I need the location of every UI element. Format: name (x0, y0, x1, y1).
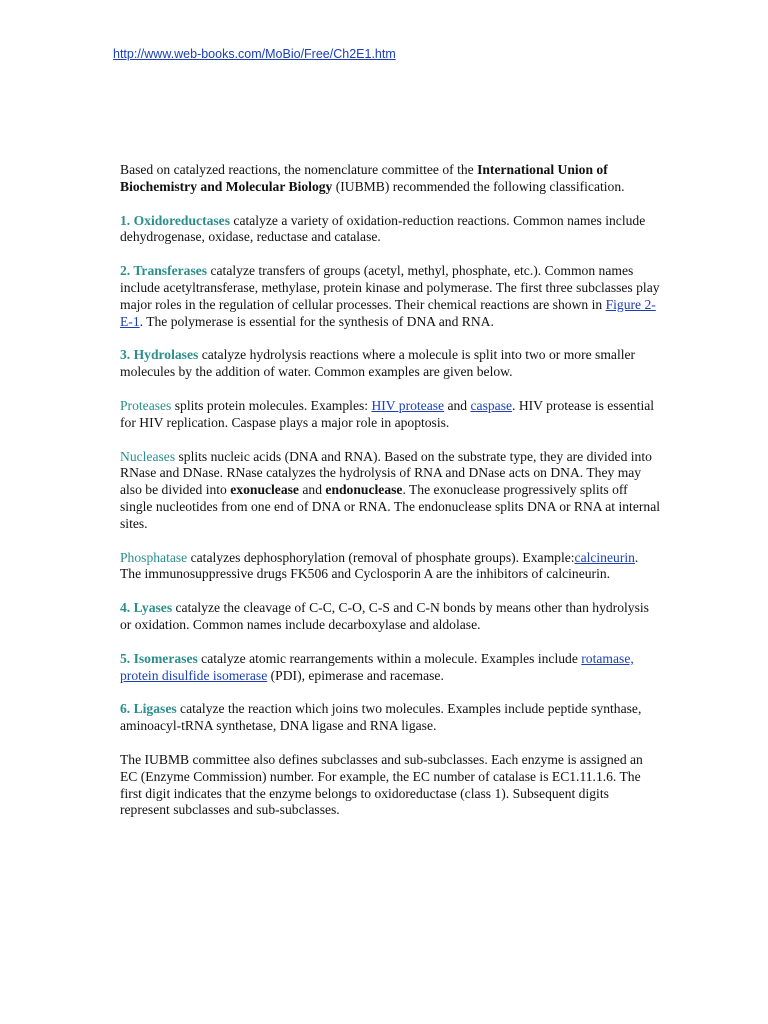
hydrolases-text: catalyze hydrolysis reactions where a molecule is split into two or more smaller molecules by the addition of water. Common examples are given below. (120, 347, 636, 380)
source-url-link[interactable]: http://www.web-books.com/MoBio/Free/Ch2E1.htm (113, 47, 396, 61)
phosphatase-text-1: catalyzes dephosphorylation (removal of phosphate groups). Example: (187, 549, 575, 565)
hiv-protease-link[interactable]: HIV protease (371, 397, 445, 413)
oxidoreductases-text: catalyze a variety of oxidation-reduction reactions. Common names include dehydrogenase, oxidase, reductase and catalase. (120, 212, 646, 245)
phosphatase-text-2: . The immunosuppressive drugs FK506 and Cyclosporin A are the inhibitors of calcineurin. (120, 549, 639, 582)
hydrolases-term: 3. Hydrolases (120, 347, 199, 363)
ligases-paragraph (120, 701, 660, 735)
endonuclease-term: endonuclease (325, 482, 403, 498)
proteases-text-1: splits protein molecules. Examples: (171, 397, 372, 413)
proteases-paragraph (120, 398, 660, 432)
proteases-text-3: . HIV protease is essential for HIV replication. Caspase plays a major role in apoptosis. (120, 397, 655, 430)
transferases-text-1: catalyze transfers of groups (acetyl, methyl, phosphate, etc.). Common names include acetyltransferase, methylase, protein kinase and polymerase. The first three subclasses play major roles in the regulation of cellular processes. Their chemical reactions are shown in (120, 263, 660, 312)
closing-paragraph: The IUBMB committee also defines subclasses and sub-subclasses. Each enzyme is assigned an EC (Enzyme Commission) number. For example, the EC number of catalase is EC1.11.1.6. The first digit indicates that the enzyme belongs to oxidoreductase (class 1). Subsequent digits represent subclasses and sub-subclasses. (120, 751, 643, 818)
nucleases-text-2: and (298, 482, 326, 498)
hydrolases-paragraph (120, 347, 660, 381)
figure-2-e-1-link[interactable]: Figure 2-E-1 (120, 296, 656, 329)
phosphatase-paragraph (120, 550, 660, 584)
intro-paragraph (120, 162, 660, 196)
rotamase-link[interactable]: rotamase, (581, 650, 634, 666)
nucleases-term: Nucleases (120, 448, 176, 464)
intro-text-2: (IUBMB) recommended the following classification. (332, 178, 625, 194)
caspase-link[interactable]: caspase (470, 397, 513, 413)
isomerases-text-3: (PDI), epimerase and racemase. (267, 667, 444, 683)
transferases-term: 2. Transferases (120, 263, 208, 279)
intro-text-1: Based on catalyzed reactions, the nomenclature committee of the (120, 162, 478, 177)
phosphatase-term: Phosphatase (120, 549, 188, 565)
ligases-term: 6. Ligases (120, 701, 177, 717)
proteases-text-2: and (444, 397, 471, 413)
isomerases-paragraph (120, 651, 660, 685)
calcineurin-link[interactable]: calcineurin (574, 549, 635, 565)
proteases-term: Proteases (120, 397, 172, 413)
ligases-text: catalyze the reaction which joins two molecules. Examples include peptide synthase, aminoacyl-tRNA synthetase, DNA ligase and RNA ligase. (120, 701, 642, 734)
nucleases-paragraph (120, 449, 660, 533)
protein-disulfide-isomerase-link[interactable]: protein disulfide isomerase (120, 667, 268, 683)
oxidoreductases-paragraph (120, 213, 660, 247)
nucleases-text-1: splits nucleic acids (DNA and RNA). Based on the substrate type, they are divided into RNase and DNase. RNase catalyzes the hydrolysis of RNA and DNase acts on DNA. They may also be divided into (120, 448, 652, 498)
document-body (120, 162, 660, 836)
iubmb-full-name: International Union of Biochemistry and Molecular Biology (120, 162, 608, 194)
transferases-paragraph (120, 263, 660, 330)
isomerases-text-1: catalyze atomic rearrangements within a molecule. Examples include (197, 650, 582, 666)
nucleases-text-3: . The exonuclease progressively splits off single nucleotides from one end of DNA or RNA. The endonuclease splits DNA or RNA at internal sites. (120, 482, 660, 531)
exonuclease-term: exonuclease (230, 482, 299, 498)
lyases-paragraph (120, 600, 660, 634)
lyases-term: 4. Lyases (120, 600, 173, 616)
lyases-text: catalyze the cleavage of C-C, C-O, C-S and C-N bonds by means other than hydrolysis or oxidation. Common names include decarboxylase and aldolase. (120, 600, 649, 632)
transferases-text-2: . The polymerase is essential for the synthesis of DNA and RNA. (139, 313, 494, 329)
oxidoreductases-term: 1. Oxidoreductases (120, 212, 231, 228)
isomerases-term: 5. Isomerases (120, 650, 198, 666)
